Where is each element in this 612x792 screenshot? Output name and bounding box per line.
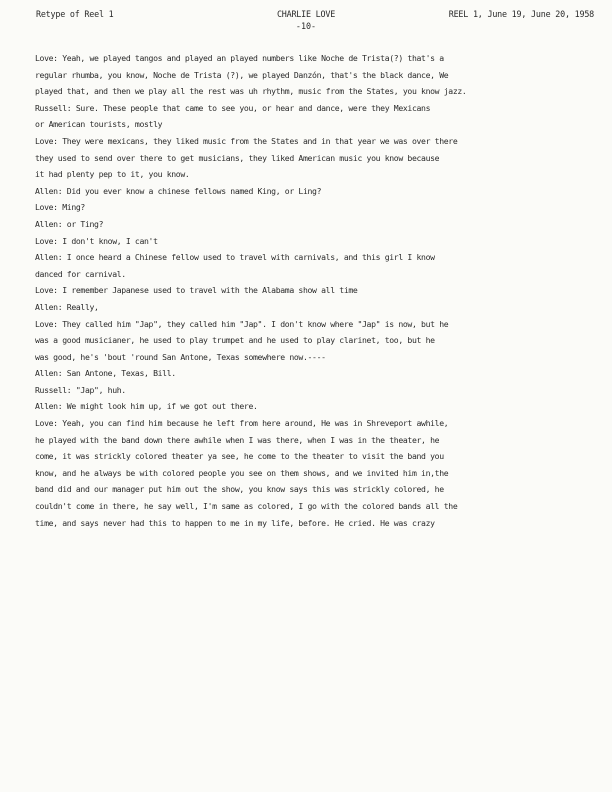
transcript-line: time, and says never had this to happen to me in my life, before. He cried. He was crazy	[35, 517, 435, 528]
transcript-body	[35, 50, 603, 531]
header-name: CHARLIE LOVE	[276, 9, 336, 19]
transcript-line: Love: I don't know, I can't	[35, 235, 158, 246]
transcript-line: Love: They were mexicans, they liked music from the States and in that year we was over there	[35, 135, 458, 146]
transcript-line: Allen: We might look him up, if we got out there.	[35, 401, 258, 412]
page-number: -10-	[295, 21, 317, 31]
transcript-line: or American tourists, mostly	[35, 119, 163, 130]
transcript-line: Allen: Did you ever know a chinese fellows named King, or Ling?	[35, 185, 322, 196]
transcript-line: Allen: or Ting?	[35, 218, 104, 229]
transcript-line: come, it was strickly colored theater ya see, he come to the theater to visit the band you	[35, 451, 444, 462]
transcript-line: Love: Yeah, we played tangos and played an played numbers like Noche de Trista(?) that's a	[35, 53, 444, 63]
transcript-line: couldn't come in there, he say well, I'm same as colored, I go with the colored bands all the	[35, 501, 458, 512]
transcript-line: Love: Ming?	[35, 202, 85, 213]
transcript-line: he played with the band down there awhile when I was there, when I was in the theater, he	[35, 434, 440, 445]
transcript-line: band did and our manager put him out the show, you know says this was strickly colored, he	[35, 484, 444, 495]
transcript-line: danced for carnival.	[35, 268, 126, 279]
transcript-line: was a good musicianer, he used to play trumpet and he used to play clarinet, too, but he	[35, 335, 435, 346]
transcript-line: they used to send over there to get musicians, they liked American music you know because	[35, 152, 440, 163]
header-reel-title: Retype of Reel 1	[36, 9, 114, 19]
transcript-line: played that, and then we play all the rest was uh rhythm, music from the States, you know jazz.	[35, 86, 467, 97]
transcript-line: Love: I remember Japanese used to travel with the Alabama show all time	[35, 285, 358, 296]
transcript-line: Allen: I once heard a Chinese fellow used to travel with carnivals, and this girl I know	[35, 252, 435, 263]
transcript-line: Russell: Sure. These people that came to see you, or hear and dance, were they Mexicans	[35, 102, 431, 113]
transcript-line: Russell: "Jap", huh.	[35, 384, 126, 395]
transcript-line: know, and he always be with colored people you see on them shows, and we invited him in,the	[35, 467, 449, 478]
transcript-line: regular rhumba, you know, Noche de Trista (?), we played Danzón, that's the black dance, We	[35, 69, 449, 80]
transcript-line: Allen: Really,	[35, 301, 99, 312]
header-date: REEL 1, June 19, June 20, 1958	[448, 9, 594, 19]
transcript-line: Allen: San Antone, Texas, Bill.	[35, 368, 176, 379]
transcript-line: Love: Yeah, you can find him because he left from here around, He was in Shreveport awhile,	[35, 418, 449, 429]
transcript-line: was good, he's 'bout 'round San Antone, Texas somewhere now.----	[35, 351, 326, 362]
transcript-line: it had plenty pep to it, you know.	[35, 169, 190, 180]
transcript-line: Love: They called him "Jap", they called him "Jap". I don't know where "Jap" is now, but he	[35, 318, 449, 329]
